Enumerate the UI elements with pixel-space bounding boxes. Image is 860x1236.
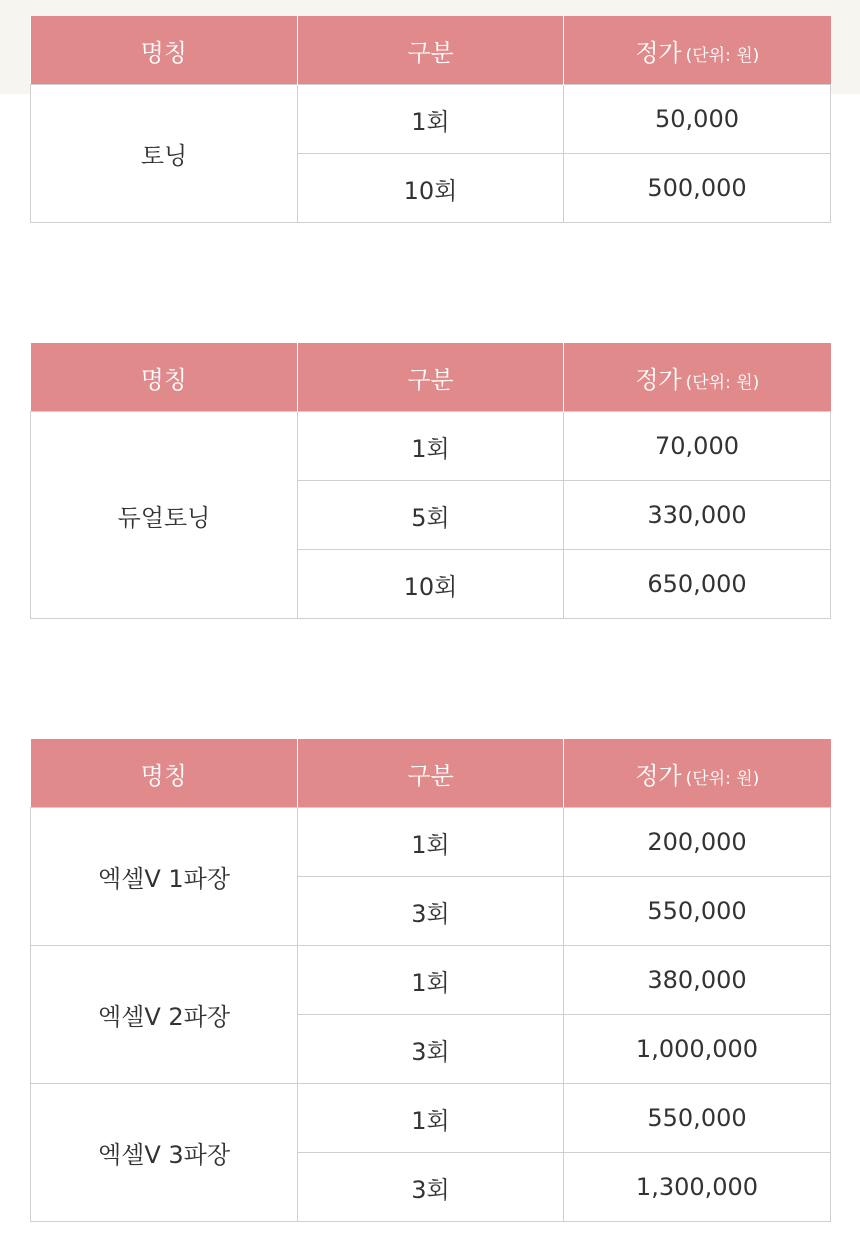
- price-value: 380,000: [564, 946, 831, 1015]
- treatment-name: 토닝: [31, 85, 298, 223]
- session-count: 1회: [298, 808, 564, 877]
- header-category: 구분: [298, 343, 564, 412]
- header-unit: (단위: 원): [685, 372, 760, 393]
- header-unit: (단위: 원): [685, 768, 760, 789]
- header-name: 명칭: [31, 16, 298, 85]
- header-category: 구분: [298, 739, 564, 808]
- session-count: 5회: [298, 481, 564, 550]
- session-count: 3회: [298, 1015, 564, 1084]
- table-header-row: [31, 343, 831, 412]
- table-row: [31, 85, 831, 154]
- session-count: 3회: [298, 877, 564, 946]
- price-table-excel-v: [30, 739, 831, 1222]
- treatment-name: 엑셀V 3파장: [31, 1084, 298, 1222]
- session-count: 3회: [298, 1153, 564, 1222]
- session-count: 10회: [298, 154, 564, 223]
- price-value: 500,000: [564, 154, 831, 223]
- price-value: 550,000: [564, 1084, 831, 1153]
- table-row: [31, 946, 831, 1015]
- header-price: 정가 (단위: 원): [564, 739, 831, 808]
- session-count: 1회: [298, 1084, 564, 1153]
- header-category: 구분: [298, 16, 564, 85]
- treatment-name: 엑셀V 1파장: [31, 808, 298, 946]
- table-row: [31, 412, 831, 481]
- table-row: [31, 808, 831, 877]
- session-count: 1회: [298, 412, 564, 481]
- header-unit: (단위: 원): [685, 45, 760, 66]
- session-count: 10회: [298, 550, 564, 619]
- price-value: 330,000: [564, 481, 831, 550]
- header-price: 정가 (단위: 원): [564, 16, 831, 85]
- price-value: 550,000: [564, 877, 831, 946]
- header-name: 명칭: [31, 739, 298, 808]
- treatment-name: 엑셀V 2파장: [31, 946, 298, 1084]
- price-value: 70,000: [564, 412, 831, 481]
- price-table-dual-toning: [30, 343, 831, 619]
- treatment-name: 듀얼토닝: [31, 412, 298, 619]
- price-table-toning: [30, 16, 831, 223]
- table-header-row: [31, 16, 831, 85]
- price-value: 1,300,000: [564, 1153, 831, 1222]
- table-header-row: [31, 739, 831, 808]
- price-value: 1,000,000: [564, 1015, 831, 1084]
- price-value: 200,000: [564, 808, 831, 877]
- price-value: 650,000: [564, 550, 831, 619]
- session-count: 1회: [298, 85, 564, 154]
- table-row: [31, 1084, 831, 1153]
- session-count: 1회: [298, 946, 564, 1015]
- header-price: 정가 (단위: 원): [564, 343, 831, 412]
- header-name: 명칭: [31, 343, 298, 412]
- price-value: 50,000: [564, 85, 831, 154]
